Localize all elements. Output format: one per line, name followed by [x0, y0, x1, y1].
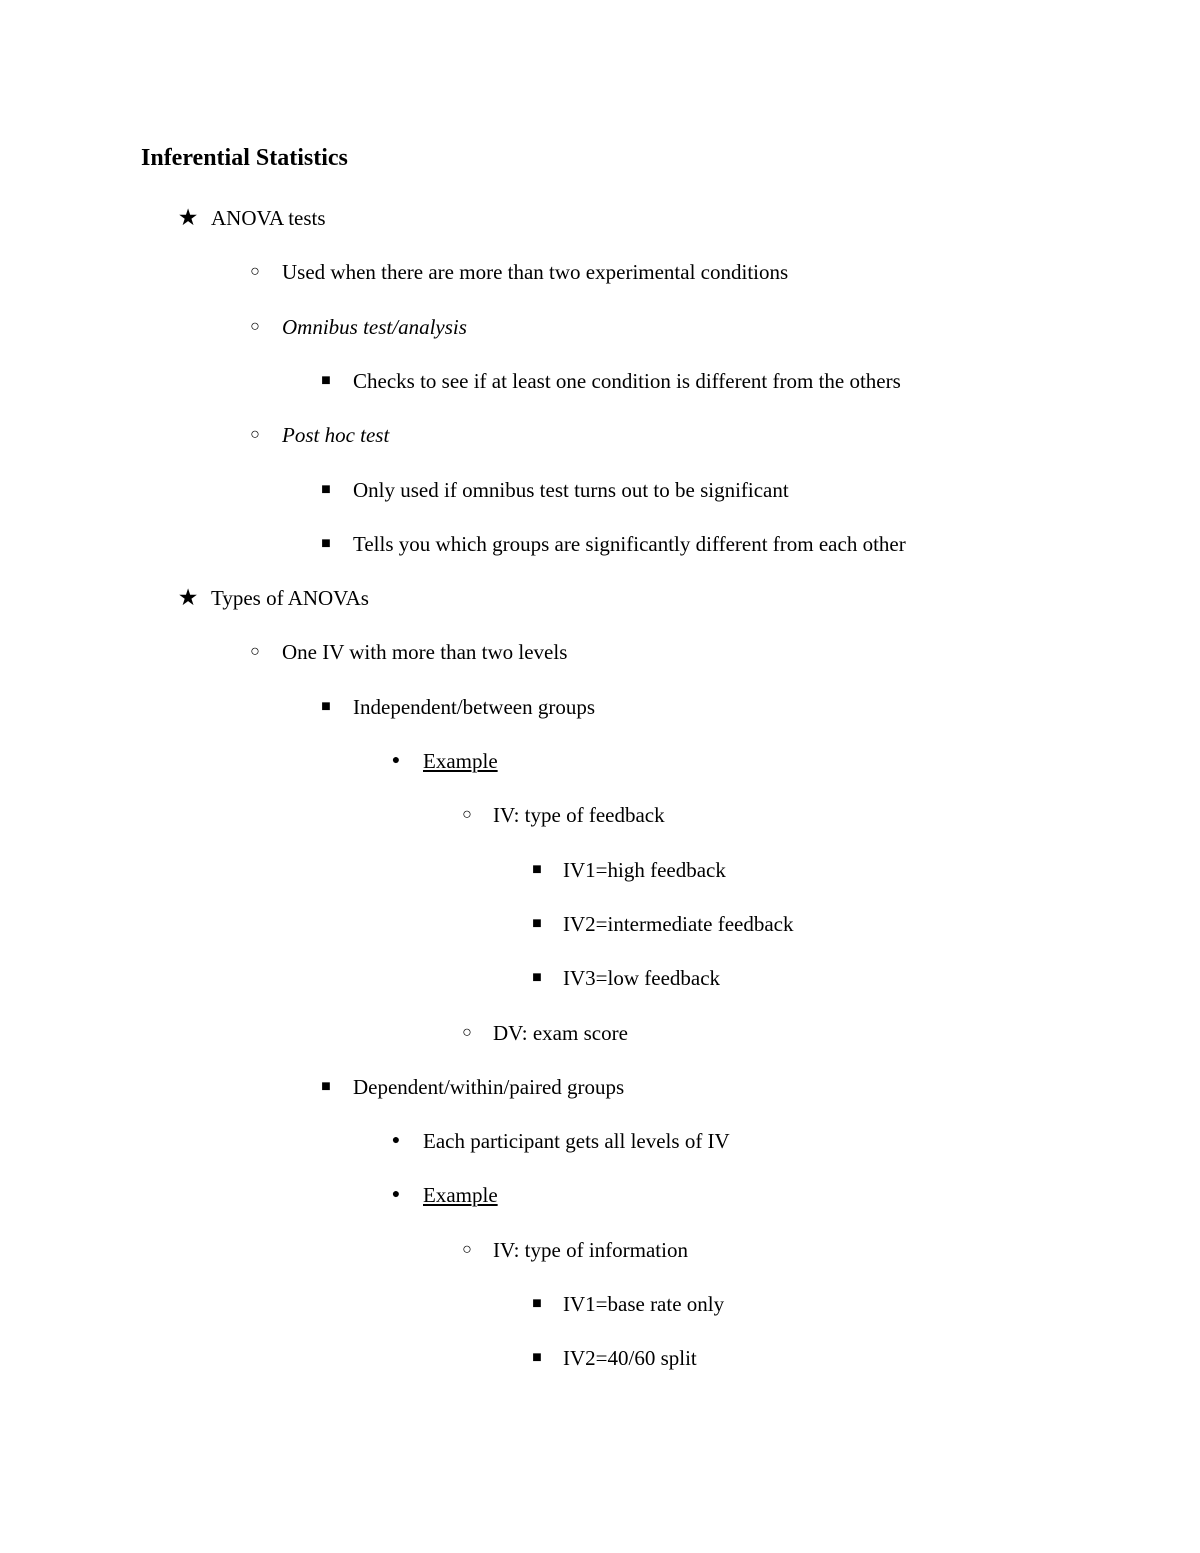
circle-bullet-icon: ○ [462, 1024, 472, 1041]
square-bullet-icon: ■ [532, 1349, 542, 1366]
list-item-text: IV2=40/60 split [563, 1346, 697, 1370]
list-item-text: ANOVA tests [211, 206, 326, 230]
circle-bullet-icon: ○ [250, 318, 260, 335]
star-bullet-icon: ★ [177, 585, 199, 610]
square-bullet-icon: ■ [321, 698, 331, 715]
square-bullet-icon: ■ [321, 1078, 331, 1095]
square-bullet-icon: ■ [532, 969, 542, 986]
list-item-text: IV2=intermediate feedback [563, 912, 794, 936]
square-bullet-icon: ■ [532, 1295, 542, 1312]
circle-bullet-icon: ○ [462, 806, 472, 823]
list-item-text: One IV with more than two levels [282, 640, 568, 664]
list-item-text: IV1=base rate only [563, 1292, 725, 1316]
list-item-text: Each participant gets all levels of IV [423, 1129, 730, 1153]
list-item-text: Post hoc test [282, 423, 390, 447]
list-item-text: Example [423, 1183, 498, 1207]
list-item-text: DV: exam score [493, 1021, 628, 1045]
list-item-text: IV1=high feedback [563, 858, 726, 882]
circle-bullet-icon: ○ [250, 426, 260, 443]
dot-bullet-icon: ● [391, 1133, 401, 1148]
list-item-text: IV3=low feedback [563, 966, 721, 990]
list-item-text: Tells you which groups are significantly different from each other [353, 532, 906, 556]
dot-bullet-icon: ● [391, 753, 401, 768]
list-item-text: Independent/between groups [353, 695, 596, 719]
circle-bullet-icon: ○ [250, 643, 260, 660]
list-item-text: Only used if omnibus test turns out to be significant [353, 478, 789, 502]
list-item-text: Dependent/within/paired groups [353, 1075, 625, 1099]
star-bullet-icon: ★ [177, 205, 199, 230]
dot-bullet-icon: ● [391, 1187, 401, 1202]
square-bullet-icon: ■ [532, 915, 542, 932]
document-title: Inferential Statistics [141, 145, 348, 171]
list-item-text: Types of ANOVAs [211, 586, 369, 610]
square-bullet-icon: ■ [532, 861, 542, 878]
square-bullet-icon: ■ [321, 372, 331, 389]
list-item-text: IV: type of information [493, 1238, 688, 1262]
list-item-text: IV: type of feedback [493, 803, 665, 827]
list-item-text: Checks to see if at least one condition is different from the others [353, 369, 901, 393]
square-bullet-icon: ■ [321, 535, 331, 552]
circle-bullet-icon: ○ [250, 263, 260, 280]
circle-bullet-icon: ○ [462, 1241, 472, 1258]
list-item-text: Example [423, 749, 498, 773]
square-bullet-icon: ■ [321, 481, 331, 498]
list-item-text: Used when there are more than two experimental conditions [282, 260, 789, 284]
list-item-text: Omnibus test/analysis [282, 315, 467, 339]
